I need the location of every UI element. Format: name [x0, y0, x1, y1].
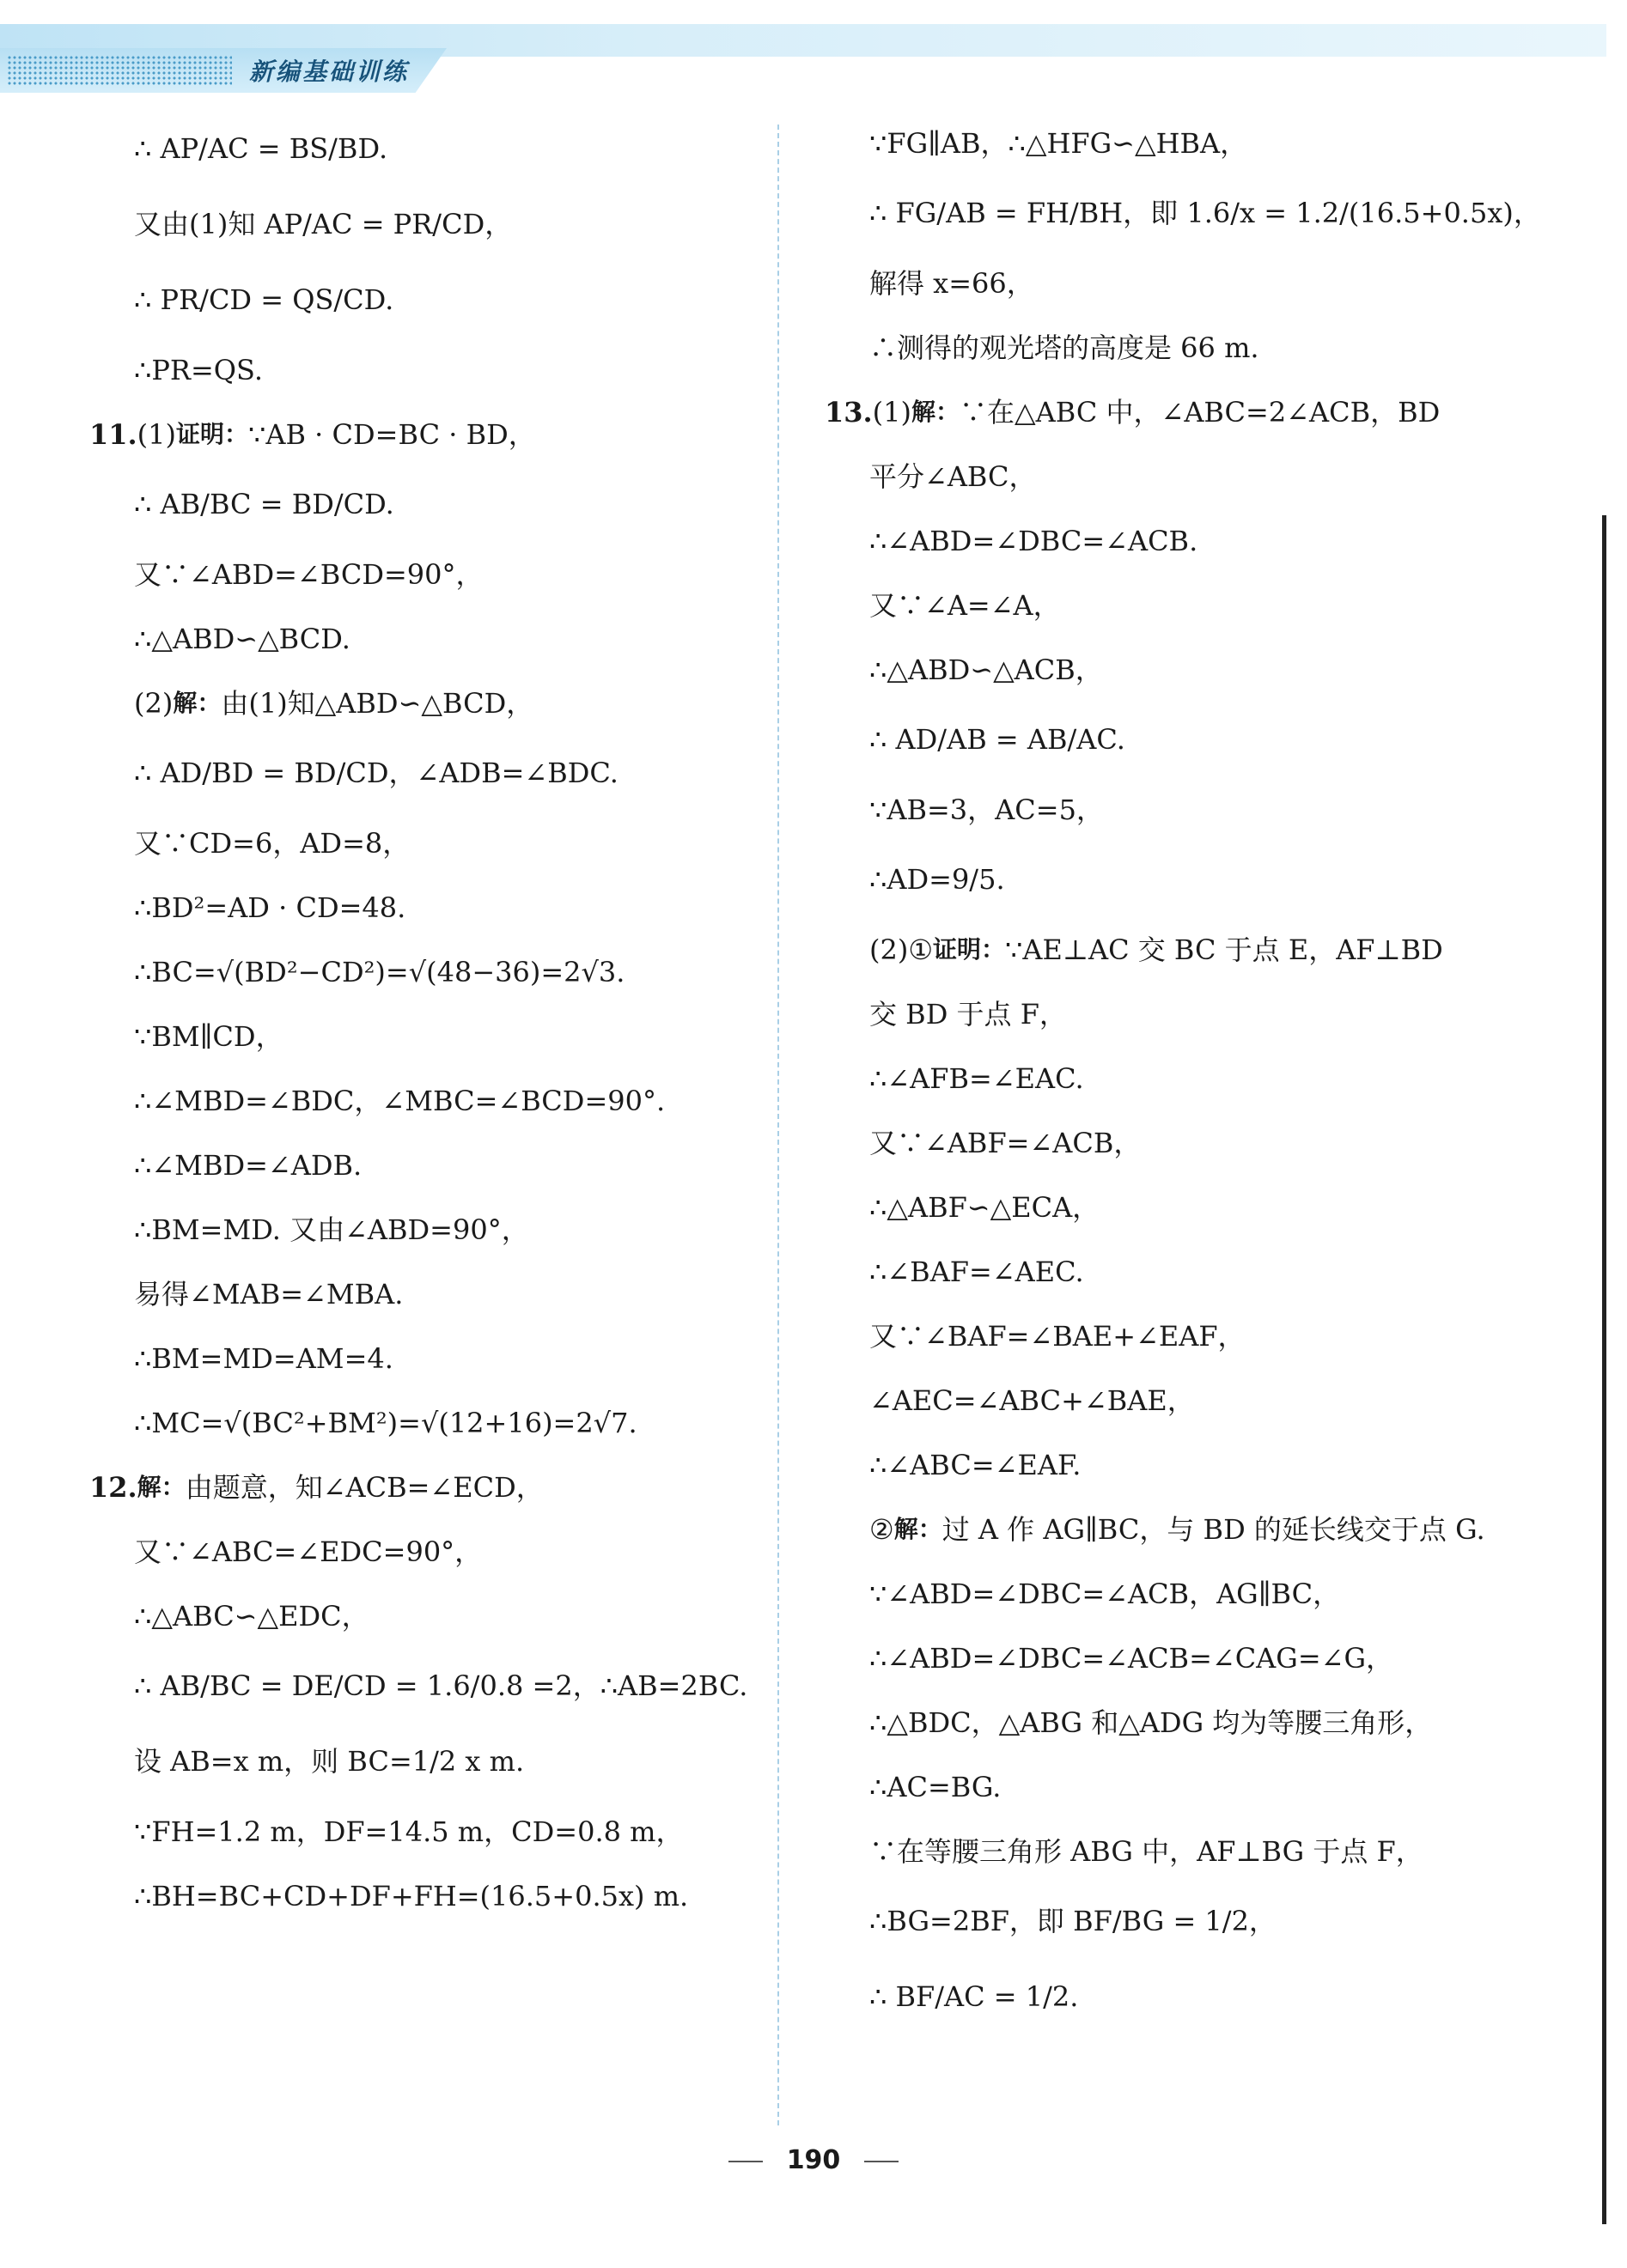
- solution-line: [89, 812, 785, 876]
- solution-keyword: 解：: [173, 689, 222, 718]
- solution-line: [89, 607, 785, 672]
- line-text: 由题意，知∠ACB=∠ECD，: [185, 1470, 544, 1504]
- solution-line: [825, 574, 1520, 638]
- solution-line: [89, 263, 785, 338]
- line-text: 又∵∠ABF=∠ACB，: [869, 1126, 1142, 1159]
- line-text: ∴ AB/BC = BD/CD.: [134, 488, 394, 521]
- line-text: ∴ PR/CD = QS/CD.: [134, 283, 394, 317]
- solution-line: [825, 1176, 1520, 1240]
- solution-line: [825, 1627, 1520, 1691]
- line-text: ∴ BF/AC = 1/2.: [869, 1980, 1079, 2014]
- solution-line: [825, 982, 1520, 1047]
- page-edge: [1602, 515, 1606, 2224]
- solution-line: [89, 1391, 785, 1456]
- solution-keyword: 证明：: [933, 935, 1006, 964]
- line-text: ∴AC=BG.: [869, 1770, 1002, 1803]
- solution-line: [89, 1262, 785, 1327]
- solution-line: [825, 638, 1520, 702]
- solution-line: [89, 1520, 785, 1584]
- line-text: ∵AB=3，AC=5，: [869, 793, 1104, 826]
- line-text: ∵AB · CD=BC · BD，: [248, 417, 536, 451]
- line-text: 易得∠MAB=∠MBA.: [134, 1277, 404, 1310]
- problem-number: 11.: [89, 417, 137, 451]
- line-text: ∴∠MBD=∠BDC，∠MBC=∠BCD=90°.: [134, 1084, 666, 1117]
- line-text: ∴BC=√(BD²−CD²)=√(48−36)=2√3.: [134, 955, 625, 988]
- solution-line: [89, 1198, 785, 1262]
- page-number: 190: [786, 2145, 841, 2175]
- line-text: ∴∠ABD=∠DBC=∠ACB=∠CAG=∠G，: [869, 1641, 1394, 1675]
- solution-line: [89, 1327, 785, 1391]
- solution-line: [825, 1433, 1520, 1498]
- solution-line: [89, 403, 785, 467]
- book-title: 新编基础训练: [249, 58, 410, 86]
- right-column: [825, 112, 1541, 2035]
- line-text: 由(1)知△ABD∽△BCD，: [221, 686, 534, 720]
- solution-line: [825, 1820, 1520, 1884]
- solution-line: [89, 1005, 785, 1069]
- line-text: ∵∠ABD=∠DBC=∠ACB，AG∥BC，: [869, 1577, 1341, 1610]
- line-text: ∴△ABC∽△EDC，: [134, 1599, 369, 1633]
- problem-number: 13.: [825, 395, 873, 429]
- line-text: 平分∠ABC，: [869, 459, 1037, 493]
- line-text: ∵AE⊥AC 交 BC 于点 E，AF⊥BD: [1005, 933, 1443, 966]
- part-label: (1): [137, 417, 176, 451]
- solution-line: [89, 1724, 785, 1800]
- solution-line: [825, 1960, 1520, 2035]
- line-text: ∴ AD/BD = BD/CD，∠ADB=∠BDC.: [134, 757, 619, 790]
- solution-keyword: 解：: [911, 398, 960, 427]
- solution-keyword: 证明：: [176, 420, 249, 449]
- solution-line: [89, 187, 785, 263]
- solution-line: [825, 1691, 1520, 1755]
- line-text: 设 AB=x m，则 BC=1/2 x m.: [134, 1745, 525, 1779]
- part-label: (1): [872, 395, 911, 429]
- solution-line: [825, 316, 1520, 380]
- solution-line: [89, 736, 785, 812]
- line-text: 又∵∠ABD=∠BCD=90°，: [134, 557, 484, 591]
- solution-line: [89, 467, 785, 543]
- part-label: (2)①: [869, 933, 934, 966]
- solution-line: [825, 778, 1520, 842]
- left-column: [89, 112, 785, 1929]
- solution-line: [89, 1456, 785, 1520]
- solution-line: [89, 338, 785, 403]
- line-text: 又∵∠ABC=∠EDC=90°，: [134, 1535, 483, 1568]
- footer-dash-left: [728, 2161, 763, 2162]
- line-text: ∴BG=2BF，即 BF/BG = 1/2，: [869, 1905, 1277, 1938]
- line-text: ∵FH=1.2 m，DF=14.5 m，CD=0.8 m，: [134, 1815, 684, 1848]
- line-text: ∵在等腰三角形 ABG 中，AF⊥BG 于点 F，: [869, 1834, 1423, 1868]
- solution-line: [89, 672, 785, 736]
- line-text: ∴△ABD∽△BCD.: [134, 622, 350, 655]
- solution-line: [825, 509, 1520, 574]
- line-text: 又∵CD=6，AD=8，: [134, 826, 411, 860]
- solution-line: [89, 1069, 785, 1134]
- line-text: 又∵∠A=∠A，: [869, 588, 1061, 622]
- line-text: ∴BD²=AD · CD=48.: [134, 891, 406, 924]
- line-text: ∴ FG/AB = FH/BH，即 1.6/x = 1.2/(16.5+0.5x)，: [869, 197, 1541, 230]
- line-text: ∵BM∥CD，: [134, 1019, 283, 1053]
- line-text: ∴BH=BC+CD+DF+FH=(16.5+0.5x) m.: [134, 1879, 689, 1912]
- solution-line: [825, 1240, 1520, 1304]
- line-text: 过 A 作 AG∥BC，与 BD 的延长线交于点 G.: [941, 1512, 1485, 1546]
- solution-line: [89, 940, 785, 1005]
- solution-line: [825, 1498, 1520, 1562]
- solution-line: [89, 1649, 785, 1724]
- solution-line: [825, 1884, 1520, 1960]
- line-text: ∴测得的观光塔的高度是 66 m.: [869, 331, 1259, 364]
- line-text: ∴△BDC，△ABG 和△ADG 均为等腰三角形，: [869, 1706, 1433, 1739]
- line-text: ∴∠BAF=∠AEC.: [869, 1255, 1084, 1288]
- line-text: ∴△ABF∽△ECA，: [869, 1190, 1100, 1224]
- line-text: 又∵∠BAF=∠BAE+∠EAF，: [869, 1319, 1246, 1353]
- solution-line: [825, 1047, 1520, 1111]
- solution-line: [825, 842, 1520, 918]
- line-text: ∴△ABD∽△ACB，: [869, 653, 1103, 686]
- solution-line: [825, 1755, 1520, 1820]
- solution-line: [825, 1111, 1520, 1176]
- line-text: ∴MC=√(BC²+BM²)=√(12+16)=2√7.: [134, 1406, 637, 1439]
- solution-line: [825, 702, 1520, 778]
- line-text: ∠AEC=∠ABC+∠BAE，: [869, 1383, 1195, 1417]
- solution-line: [89, 876, 785, 940]
- line-text: ∵FG∥AB，∴△HFG∽△HBA，: [869, 126, 1248, 160]
- solution-line: [825, 176, 1541, 252]
- solution-line: [89, 112, 785, 187]
- line-text: 又由(1)知 AP/AC = PR/CD，: [134, 208, 513, 241]
- line-text: ∴ AB/BC = DE/CD = 1.6/0.8 =2，∴AB=2BC.: [134, 1669, 748, 1703]
- problem-number: 12.: [89, 1470, 137, 1504]
- solution-line: [89, 1584, 785, 1649]
- line-text: ∴BM=MD. 又由∠ABD=90°，: [134, 1213, 529, 1246]
- solution-keyword: 解：: [893, 1515, 942, 1544]
- line-text: ∵在△ABC 中，∠ABC=2∠ACB，BD: [960, 395, 1441, 429]
- solution-keyword: 解：: [137, 1473, 186, 1502]
- solution-line: [89, 1864, 785, 1929]
- solution-line: [825, 445, 1520, 509]
- page-footer: [0, 2145, 1627, 2175]
- solution-line: [825, 1562, 1520, 1627]
- line-text: ∴∠AFB=∠EAC.: [869, 1061, 1084, 1095]
- part-label: ②: [869, 1512, 894, 1546]
- footer-dash-right: [864, 2161, 899, 2162]
- part-label: (2): [134, 686, 174, 720]
- line-text: ∴∠ABD=∠DBC=∠ACB.: [869, 524, 1198, 557]
- solution-line: [825, 252, 1520, 316]
- line-text: ∴BM=MD=AM=4.: [134, 1341, 393, 1375]
- line-text: ∴∠ABC=∠EAF.: [869, 1448, 1082, 1481]
- line-text: ∴PR=QS.: [134, 353, 263, 386]
- solution-line: [825, 1369, 1520, 1433]
- solution-line: [89, 1800, 785, 1864]
- header-dot-pattern: [7, 55, 232, 86]
- solution-line: [825, 918, 1520, 982]
- line-text: ∴ AP/AC = BS/BD.: [134, 132, 388, 166]
- line-text: 解得 x=66，: [869, 266, 1034, 300]
- solution-line: [89, 1134, 785, 1198]
- line-text: 交 BD 于点 F，: [869, 997, 1067, 1031]
- solution-line: [825, 112, 1520, 176]
- line-text: ∴∠MBD=∠ADB.: [134, 1148, 363, 1182]
- solution-line: [825, 1304, 1520, 1369]
- line-text: ∴AD=9/5.: [869, 863, 1005, 897]
- solution-line: [89, 543, 785, 607]
- solution-line: [825, 380, 1520, 445]
- line-text: ∴ AD/AB = AB/AC.: [869, 723, 1125, 757]
